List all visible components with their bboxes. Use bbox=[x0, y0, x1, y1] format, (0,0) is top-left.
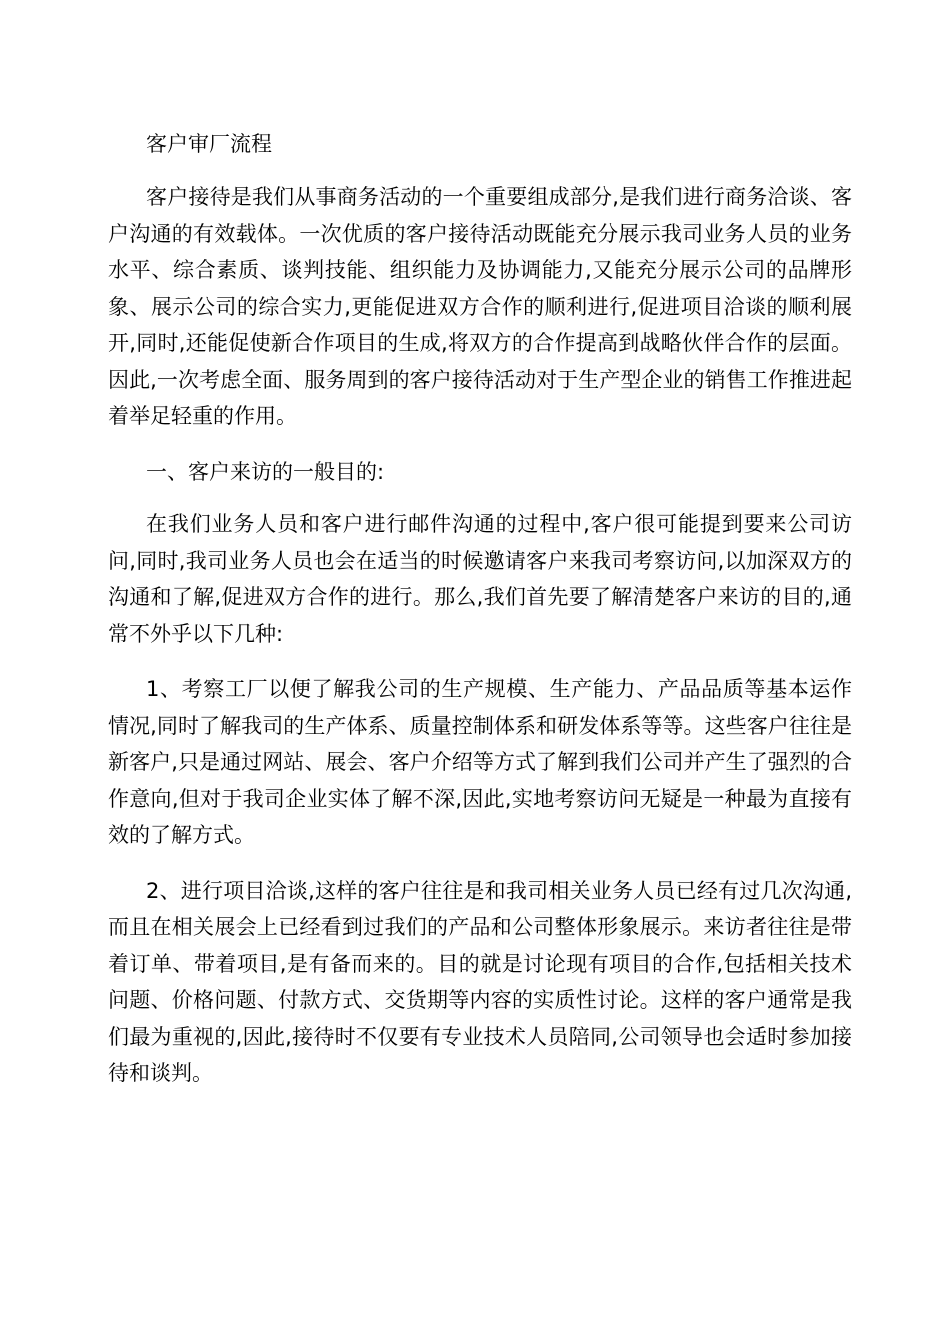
paragraph-item-2: 2、进行项目洽谈,这样的客户往往是和我司相关业务人员已经有过几次沟通,而且在相关展会上已经看到过我们的产品和公司整体形象展示。来访者往往是带着订单、带着项目,是有备而来的。目的就是讨论现有项目的合作,包括相关技术问题、价格问题、付款方式、交货期等内容的实质性讨论。这样的客户通常是我们最为重视的,因此,接待时不仅要有专业技术人员陪同,公司领导也会适时参加接待和谈判。 bbox=[108, 878, 852, 1085]
paragraph-intro: 客户接待是我们从事商务活动的一个重要组成部分,是我们进行商务洽谈、客户沟通的有效载体。一次优质的客户接待活动既能充分展示我司业务人员的业务水平、综合素质、谈判技能、组织能力及协调能力,又能充分展示公司的品牌形象、展示公司的综合实力,更能促进双方合作的顺利进行,促进项目洽谈的顺利展开,同时,还能促使新合作项目的生成,将双方的合作提高到战略伙伴合作的层面。因此,一次考虑全面、服务周到的客户接待活动对于生产型企业的销售工作推进起着举足轻重的作用。 bbox=[108, 185, 852, 428]
document-body bbox=[108, 126, 852, 1092]
section-heading-visit-purpose: 一、客户来访的一般目的: bbox=[146, 459, 385, 484]
paragraph-item-1: 1、考察工厂以便了解我公司的生产规模、生产能力、产品品质等基本运作情况,同时了解我司的生产体系、质量控制体系和研发体系等等。这些客户往往是新客户,只是通过网站、展会、客户介绍等方式了解到我们公司并产生了强烈的合作意向,但对于我司企业实体了解不深,因此,实地考察访问无疑是一种最为直接有效的了解方式。 bbox=[108, 677, 852, 847]
paragraph-visit-context: 在我们业务人员和客户进行邮件沟通的过程中,客户很可能提到要来公司访问,同时,我司业务人员也会在适当的时候邀请客户来我司考察访问,以加深双方的沟通和了解,促进双方合作的进行。那么,我们首先要了解清楚客户来访的目的,通常不外乎以下几种: bbox=[108, 512, 852, 646]
document-title: 客户审厂流程 bbox=[146, 132, 272, 156]
